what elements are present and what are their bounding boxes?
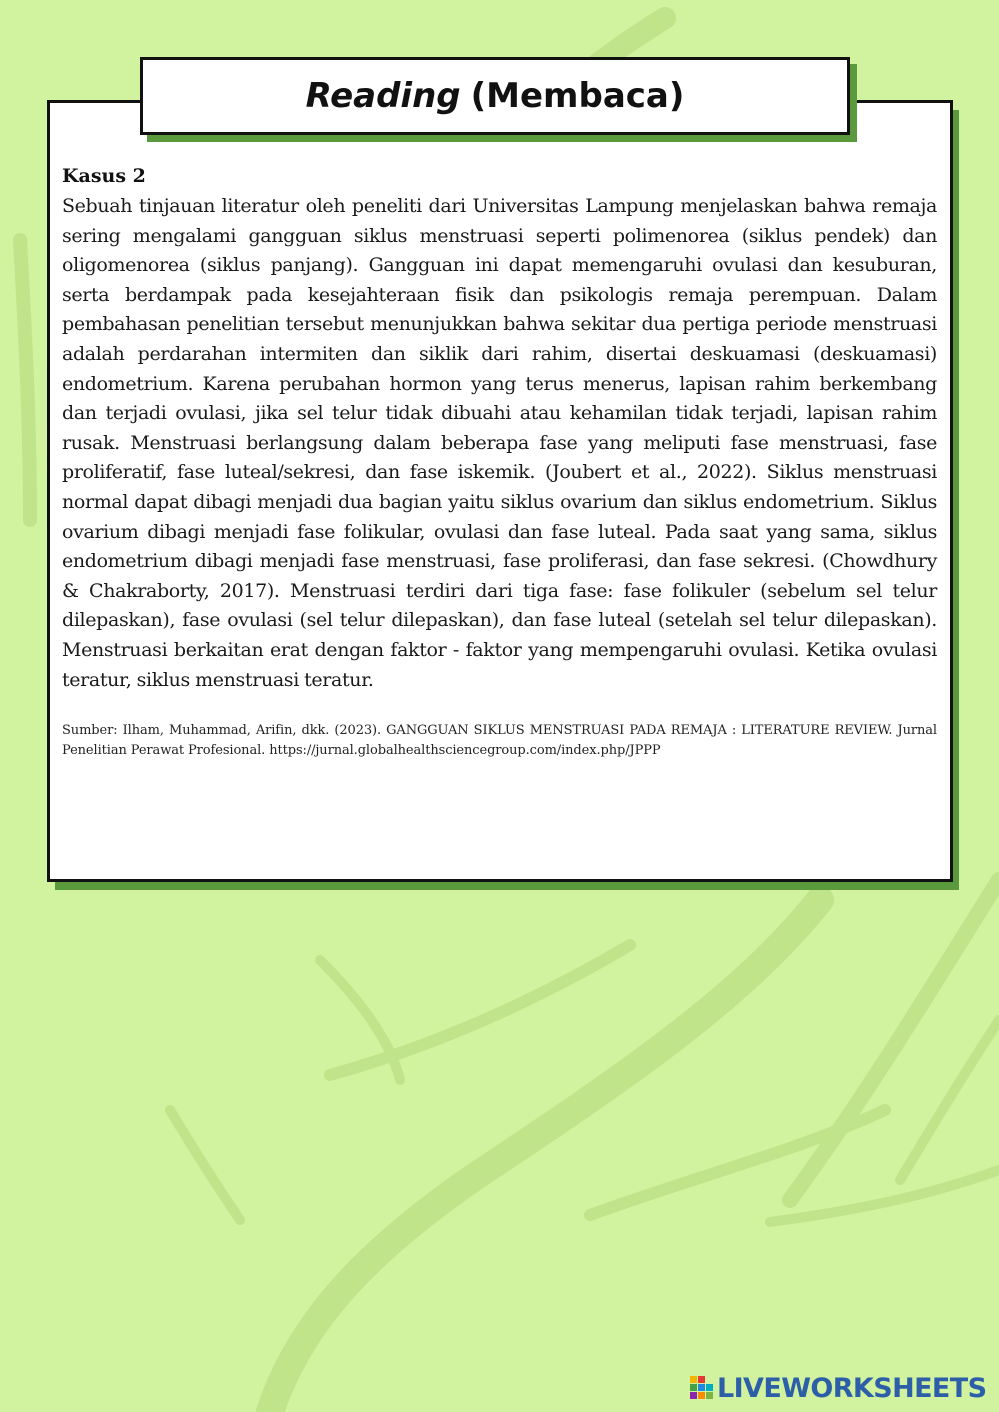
reading-content — [62, 160, 937, 761]
page-title — [140, 57, 850, 135]
title-italic: Reading — [305, 76, 461, 116]
logo-text: LIVEWORKSHEETS — [717, 1372, 987, 1404]
title-rest: (Membaca) — [470, 76, 685, 116]
case-paragraph: Sebuah tinjauan literatur oleh peneliti dari Universitas Lampung menjelaskan bahwa remaja sering mengalami gangguan siklus menstruasi seperti polimenorea (siklus pendek) dan oligomenorea (siklus panjang). Gangguan ini dapat memengaruhi ovulasi dan kesuburan, serta berdampak pada kesejahteraan fisik dan psikologis remaja perempuan. Dalam pembahasan penelitian tersebut menunjukkan bahwa sekitar dua pertiga periode menstruasi adalah perdarahan intermiten dan siklik dari rahim, disertai deskuamasi (deskuamasi) endometrium. Karena perubahan hormon yang terus menerus, lapisan rahim berkembang dan terjadi ovulasi, jika sel telur tidak dibuahi atau kehamilan tidak terjadi, lapisan rahim rusak. Menstruasi berlangsung dalam beberapa fase yang meliputi fase menstruasi, fase proliferatif, fase luteal/sekresi, dan fase iskemik. (Joubert et al., 2022). Siklus menstruasi normal dapat dibagi menjadi dua bagian yaitu siklus ovarium dan siklus endometrium. Siklus ovarium dibagi menjadi fase folikular, ovulasi dan fase luteal. Pada saat yang sama, siklus endometrium dibagi menjadi fase menstruasi, fase proliferasi, dan fase sekresi. (Chowdhury & Chakraborty, 2017). Menstruasi terdiri dari tiga fase: fase folikuler (sebelum sel telur dilepaskan), fase ovulasi (sel telur dilepaskan), dan fase luteal (setelah sel telur dilepaskan). Menstruasi berkaitan erat dengan faktor - faktor yang mempengaruhi ovulasi. Ketika ovulasi teratur, siklus menstruasi teratur. — [62, 195, 937, 691]
case-heading: Kasus 2 — [62, 165, 146, 187]
source-citation: Sumber: Ilham, Muhammad, Arifin, dkk. (2023). GANGGUAN SIKLUS MENSTRUASI PADA REMAJA : LITERATURE REVIEW. Jurnal Penelitian Perawat Profesional. https://jurnal.globalhealthsciencegroup.com/index.php/JPPP — [62, 723, 937, 759]
liveworksheets-icon — [690, 1376, 714, 1400]
liveworksheets-logo — [690, 1372, 986, 1404]
